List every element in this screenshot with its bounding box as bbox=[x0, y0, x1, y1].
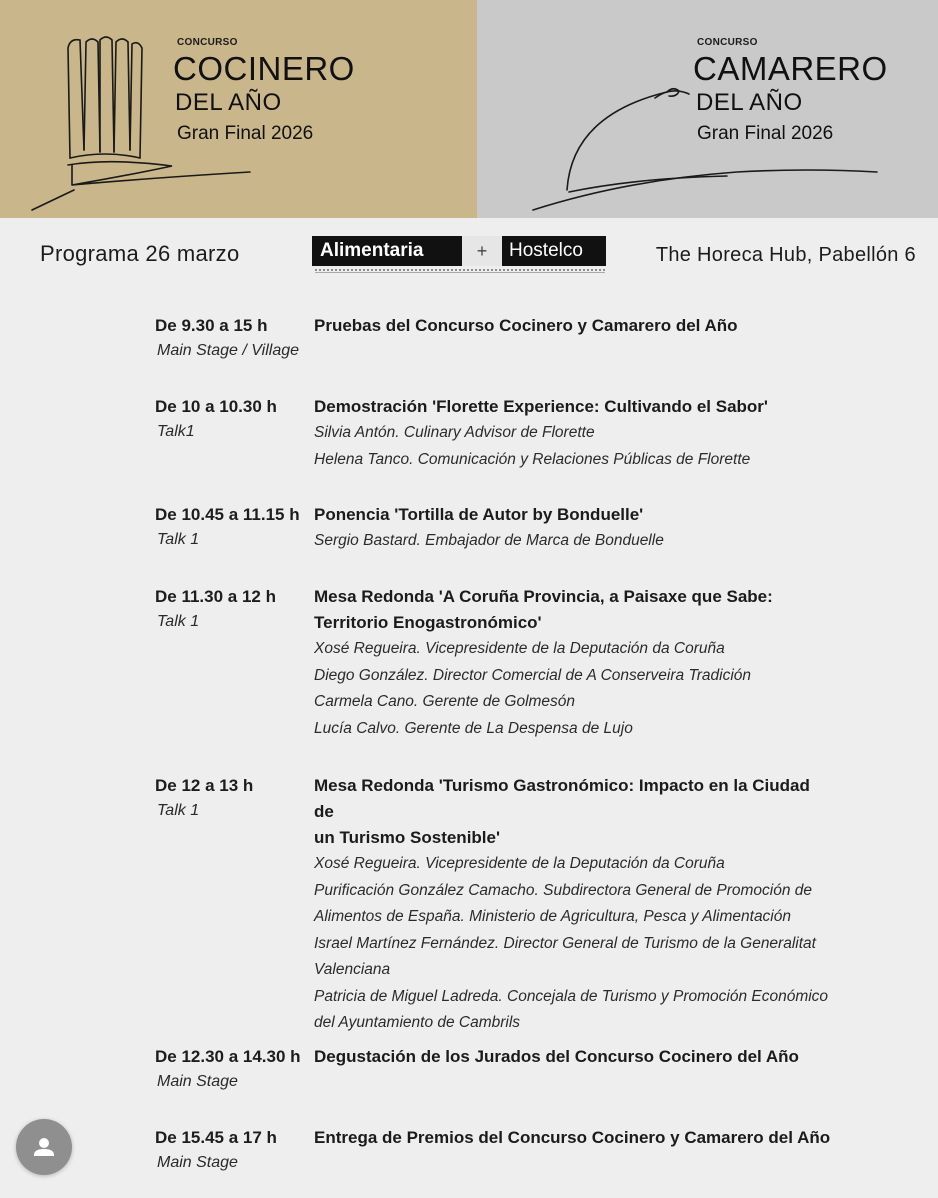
session-place: Main Stage / Village bbox=[157, 342, 300, 359]
session-speaker: Silvia Antón. Culinary Advisor de Florette bbox=[314, 424, 595, 441]
cocinero-final: Gran Final 2026 bbox=[177, 123, 314, 144]
session-speaker: Carmela Cano. Gerente de Golmesón bbox=[314, 693, 576, 710]
cocinero-panel bbox=[0, 0, 477, 218]
session-title: Entrega de Premios del Concurso Cocinero y Camarero del Año bbox=[314, 1128, 831, 1147]
session-speaker: Lucía Calvo. Gerente de La Despensa de Lujo bbox=[314, 719, 633, 737]
logo-hostelco: Hostelco bbox=[502, 236, 606, 266]
session-place: Talk1 bbox=[157, 423, 195, 440]
session-time: De 12.30 a 14.30 h bbox=[155, 1047, 301, 1066]
contest-label: CONCURSO bbox=[177, 37, 238, 48]
session-body bbox=[314, 1125, 834, 1151]
logo-plus: + bbox=[462, 236, 502, 266]
session-title: Demostración 'Florette Experience: Cultivando el Sabor' bbox=[314, 397, 768, 416]
banner bbox=[0, 0, 938, 218]
session-time: De 12 a 13 h bbox=[155, 776, 254, 795]
session-speaker: Xosé Regueira. Vicepresidente de la Deputación da Coruña bbox=[314, 855, 725, 872]
camarero-title: CAMARERO bbox=[693, 50, 888, 87]
session-speaker-line: del Ayuntamiento de Cambrils bbox=[314, 1014, 521, 1031]
venue: The Horeca Hub, Pabellón 6 bbox=[655, 244, 916, 266]
session-title: Pruebas del Concurso Cocinero y Camarero del Año bbox=[314, 316, 738, 335]
session-speaker: Purificación González Camacho. Subdirectora General de Promoción de bbox=[314, 881, 812, 899]
session-place: Main Stage bbox=[157, 1154, 238, 1171]
session-time: De 10.45 a 11.15 h bbox=[155, 505, 300, 524]
session-speaker: Diego González. Director Comercial de A Conserveira Tradición bbox=[314, 666, 752, 684]
session-title-line: Territorio Enogastronómico' bbox=[314, 613, 542, 632]
session-speaker-line: Alimentos de España. Ministerio de Agricultura, Pesca y Alimentación bbox=[314, 908, 791, 925]
contest-label: CONCURSO bbox=[697, 37, 758, 48]
camarero-subtitle: DEL AÑO bbox=[696, 89, 803, 116]
session-speaker: Patricia de Miguel Ladreda. Concejala de Turismo y Promoción Económico bbox=[314, 987, 829, 1005]
session-body bbox=[314, 313, 834, 339]
session-time: De 10 a 10.30 h bbox=[155, 397, 277, 416]
session-title-line: un Turismo Sostenible' bbox=[314, 828, 501, 847]
session-title: Mesa Redonda 'Turismo Gastronómico: Impacto en la Ciudad de bbox=[314, 776, 810, 821]
session-body bbox=[314, 584, 834, 742]
logo-tagline bbox=[315, 269, 605, 273]
session-time: De 9.30 a 15 h bbox=[155, 316, 268, 335]
cocinero-title: COCINERO bbox=[173, 50, 355, 87]
session-place: Talk 1 bbox=[157, 613, 200, 630]
session-time: De 11.30 a 12 h bbox=[155, 587, 276, 606]
session-body bbox=[314, 1044, 834, 1070]
session-place: Talk 1 bbox=[157, 802, 200, 819]
user-icon bbox=[16, 1119, 72, 1175]
session-time: De 15.45 a 17 h bbox=[155, 1128, 277, 1147]
session-speaker-line: Valenciana bbox=[314, 961, 391, 978]
session-title: Ponencia 'Tortilla de Autor by Bonduelle' bbox=[314, 505, 644, 524]
session-speaker: Xosé Regueira. Vicepresidente de la Deputación da Coruña bbox=[314, 640, 725, 657]
session-body bbox=[314, 773, 834, 1037]
session-body bbox=[314, 502, 834, 555]
program-date: Programa 26 marzo bbox=[40, 241, 240, 266]
avatar[interactable] bbox=[16, 1119, 72, 1175]
logo-alimentaria: Alimentaria bbox=[312, 236, 462, 266]
session-speaker: Helena Tanco. Comunicación y Relaciones Públicas de Florette bbox=[314, 450, 751, 468]
camarero-panel bbox=[477, 0, 938, 218]
session-speaker: Sergio Bastard. Embajador de Marca de Bonduelle bbox=[314, 532, 664, 549]
cocinero-subtitle: DEL AÑO bbox=[175, 89, 282, 116]
session-place: Talk 1 bbox=[157, 531, 200, 548]
camarero-final: Gran Final 2026 bbox=[697, 123, 834, 144]
alimentaria-hostelco-logo bbox=[312, 236, 606, 280]
session-speaker: Israel Martínez Fernández. Director General de Turismo de la Generalitat bbox=[314, 934, 816, 952]
session-title: Mesa Redonda 'A Coruña Provincia, a Paisaxe que Sabe: bbox=[314, 587, 773, 606]
session-body bbox=[314, 394, 834, 473]
session-title: Degustación de los Jurados del Concurso Cocinero del Año bbox=[314, 1047, 799, 1066]
session-place: Main Stage bbox=[157, 1073, 238, 1090]
